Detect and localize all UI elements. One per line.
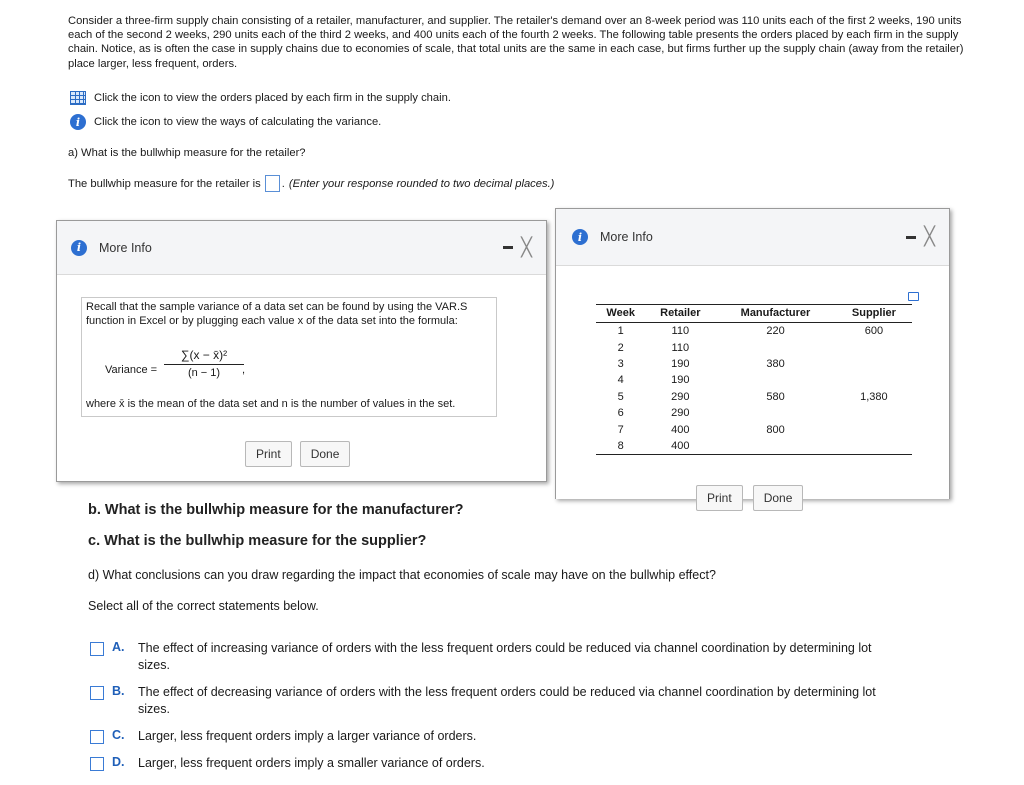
variance-dialog — [56, 220, 547, 482]
header-manufacturer: Manufacturer — [715, 305, 836, 323]
table-cell: 5 — [617, 390, 624, 403]
option-c[interactable] — [90, 728, 890, 745]
checkbox[interactable] — [90, 730, 104, 744]
formula-box — [81, 297, 497, 417]
variance-link-text: Click the icon to view the ways of calculating the variance. — [94, 116, 382, 128]
table-cell: 3 — [617, 357, 624, 370]
table-cell: 7 — [617, 423, 624, 436]
print-button[interactable]: Print — [696, 485, 743, 511]
question-d: d) What conclusions can you draw regarding the impact that economies of scale may have on the bullwhip effect? — [88, 568, 716, 582]
variance-dialog-header[interactable] — [57, 221, 546, 275]
table-cell: 2 — [617, 341, 624, 354]
checkbox[interactable] — [90, 642, 104, 656]
table-cell: 1 — [617, 325, 624, 338]
table-icon[interactable] — [70, 91, 86, 105]
table-row — [596, 438, 912, 455]
question-a: a) What is the bullwhip measure for the retailer? — [68, 147, 306, 159]
table-cell: 190 — [671, 357, 690, 370]
orders-link-text: Click the icon to view the orders placed by each firm in the supply chain. — [94, 92, 451, 104]
table-cell — [836, 356, 912, 372]
dialog-title: More Info — [99, 240, 152, 255]
table-cell: 190 — [671, 374, 690, 387]
answer-a-row — [68, 175, 554, 192]
option-text: The effect of decreasing variance of orders with the less frequent orders could be reduced via channel coordination by determining lot sizes. — [138, 685, 876, 716]
table-cell: 580 — [766, 390, 785, 403]
table-cell: 800 — [766, 423, 785, 436]
variance-link-row — [70, 114, 381, 130]
orders-dialog — [555, 208, 950, 505]
table-cell: 600 — [864, 325, 884, 338]
table-cell: 110 — [671, 325, 690, 338]
table-cell: 8 — [596, 438, 645, 455]
info-icon: i — [572, 229, 588, 245]
table-row — [596, 372, 912, 388]
orders-dialog-header[interactable] — [556, 209, 949, 266]
option-text: The effect of increasing variance of orders with the less frequent orders could be reduced via channel coordination by determining lot sizes. — [138, 641, 872, 672]
table-cell: 290 — [671, 407, 690, 420]
done-button[interactable]: Done — [300, 441, 351, 467]
window-controls — [906, 228, 935, 246]
table-cell — [836, 438, 912, 455]
checkbox[interactable] — [90, 757, 104, 771]
print-button[interactable]: Print — [245, 441, 292, 467]
info-icon[interactable]: i — [70, 114, 86, 130]
variance-explanation: Recall that the sample variance of a data set can be found by using the VAR.S function in Excel or by plugging each value x of the data set into the formula: — [86, 301, 468, 327]
header-supplier: Supplier — [836, 305, 912, 323]
table-cell: 4 — [617, 374, 624, 387]
variance-label: Variance = — [105, 364, 158, 376]
answer-a-suffix: . — [281, 177, 285, 190]
table-cell: 380 — [766, 357, 785, 370]
table-cell: 400 — [671, 423, 690, 436]
dialog-buttons — [696, 485, 803, 511]
checkbox[interactable] — [90, 686, 104, 700]
minimize-icon[interactable] — [906, 236, 916, 239]
option-letter: C. — [112, 728, 125, 742]
table-cell — [715, 438, 836, 455]
table-row — [596, 405, 912, 421]
table-row — [596, 356, 912, 372]
table-cell: 110 — [671, 341, 690, 354]
dialog-title: More Info — [600, 230, 653, 244]
table-row — [596, 421, 912, 437]
option-d[interactable] — [90, 755, 890, 772]
formula-numerator: ∑(x − x̄)² — [164, 348, 244, 365]
table-row — [596, 389, 912, 405]
copy-icon[interactable] — [908, 292, 919, 301]
table-cell — [715, 405, 836, 421]
option-text: Larger, less frequent orders imply a smaller variance of orders. — [138, 756, 485, 770]
answer-a-hint: (Enter your response rounded to two decimal places.) — [288, 177, 555, 190]
table-cell — [715, 372, 836, 388]
answer-a-prefix: The bullwhip measure for the retailer is — [68, 177, 261, 190]
table-cell — [836, 421, 912, 437]
table-row — [596, 339, 912, 355]
window-controls — [503, 236, 532, 258]
formula-comma: , — [242, 364, 246, 376]
close-icon[interactable]: ╳ — [521, 236, 532, 258]
done-button[interactable]: Done — [753, 485, 804, 511]
table-cell — [715, 339, 836, 355]
option-letter: D. — [112, 755, 125, 769]
minimize-icon[interactable] — [503, 246, 513, 249]
table-cell: 290 — [671, 390, 690, 403]
formula-denominator: (n − 1) — [187, 367, 221, 379]
table-cell: 6 — [617, 407, 624, 420]
close-icon[interactable]: ╳ — [924, 226, 935, 247]
question-c: c. What is the bullwhip measure for the supplier? — [88, 533, 427, 549]
variance-formula — [164, 348, 244, 379]
option-b[interactable] — [90, 684, 890, 717]
question-b: b. What is the bullwhip measure for the manufacturer? — [88, 502, 464, 518]
option-letter: B. — [112, 684, 125, 698]
header-retailer: Retailer — [645, 305, 715, 323]
table-row — [596, 323, 912, 340]
table-cell — [836, 372, 912, 388]
option-text: Larger, less frequent orders imply a larger variance of orders. — [138, 729, 477, 743]
orders-link-row — [70, 91, 451, 105]
problem-intro: Consider a three-firm supply chain consisting of a retailer, manufacturer, and supplier. The retailer's demand over an 8-week period was 110 units each of the first 2 weeks, 190 units each of the second 2 weeks, 290 units each of the third 2 weeks, and 400 units each of the fourth 2 weeks. The following table presents the orders placed by each firm in the supply chain. Notice, as is often the case in supply chains due to economies of scale, that total units are the same in each case, but firms further up the supply chain (away from the retailer) place larger, less frequent, orders. — [68, 15, 964, 70]
table-cell: 1,380 — [860, 390, 888, 403]
table-cell: 220 — [766, 325, 785, 338]
option-a[interactable] — [90, 640, 890, 673]
table-cell — [836, 405, 912, 421]
option-letter: A. — [112, 640, 125, 654]
orders-table — [596, 304, 912, 455]
dialog-buttons — [245, 441, 350, 467]
info-icon: i — [71, 240, 87, 256]
mean-explanation: where x̄ is the mean of the data set and n is the number of values in the set. — [86, 398, 456, 410]
table-cell — [836, 339, 912, 355]
header-week: Week — [596, 305, 645, 323]
select-all-instruction: Select all of the correct statements below. — [88, 599, 319, 613]
answer-a-input[interactable] — [265, 175, 280, 192]
table-cell: 400 — [645, 438, 715, 455]
